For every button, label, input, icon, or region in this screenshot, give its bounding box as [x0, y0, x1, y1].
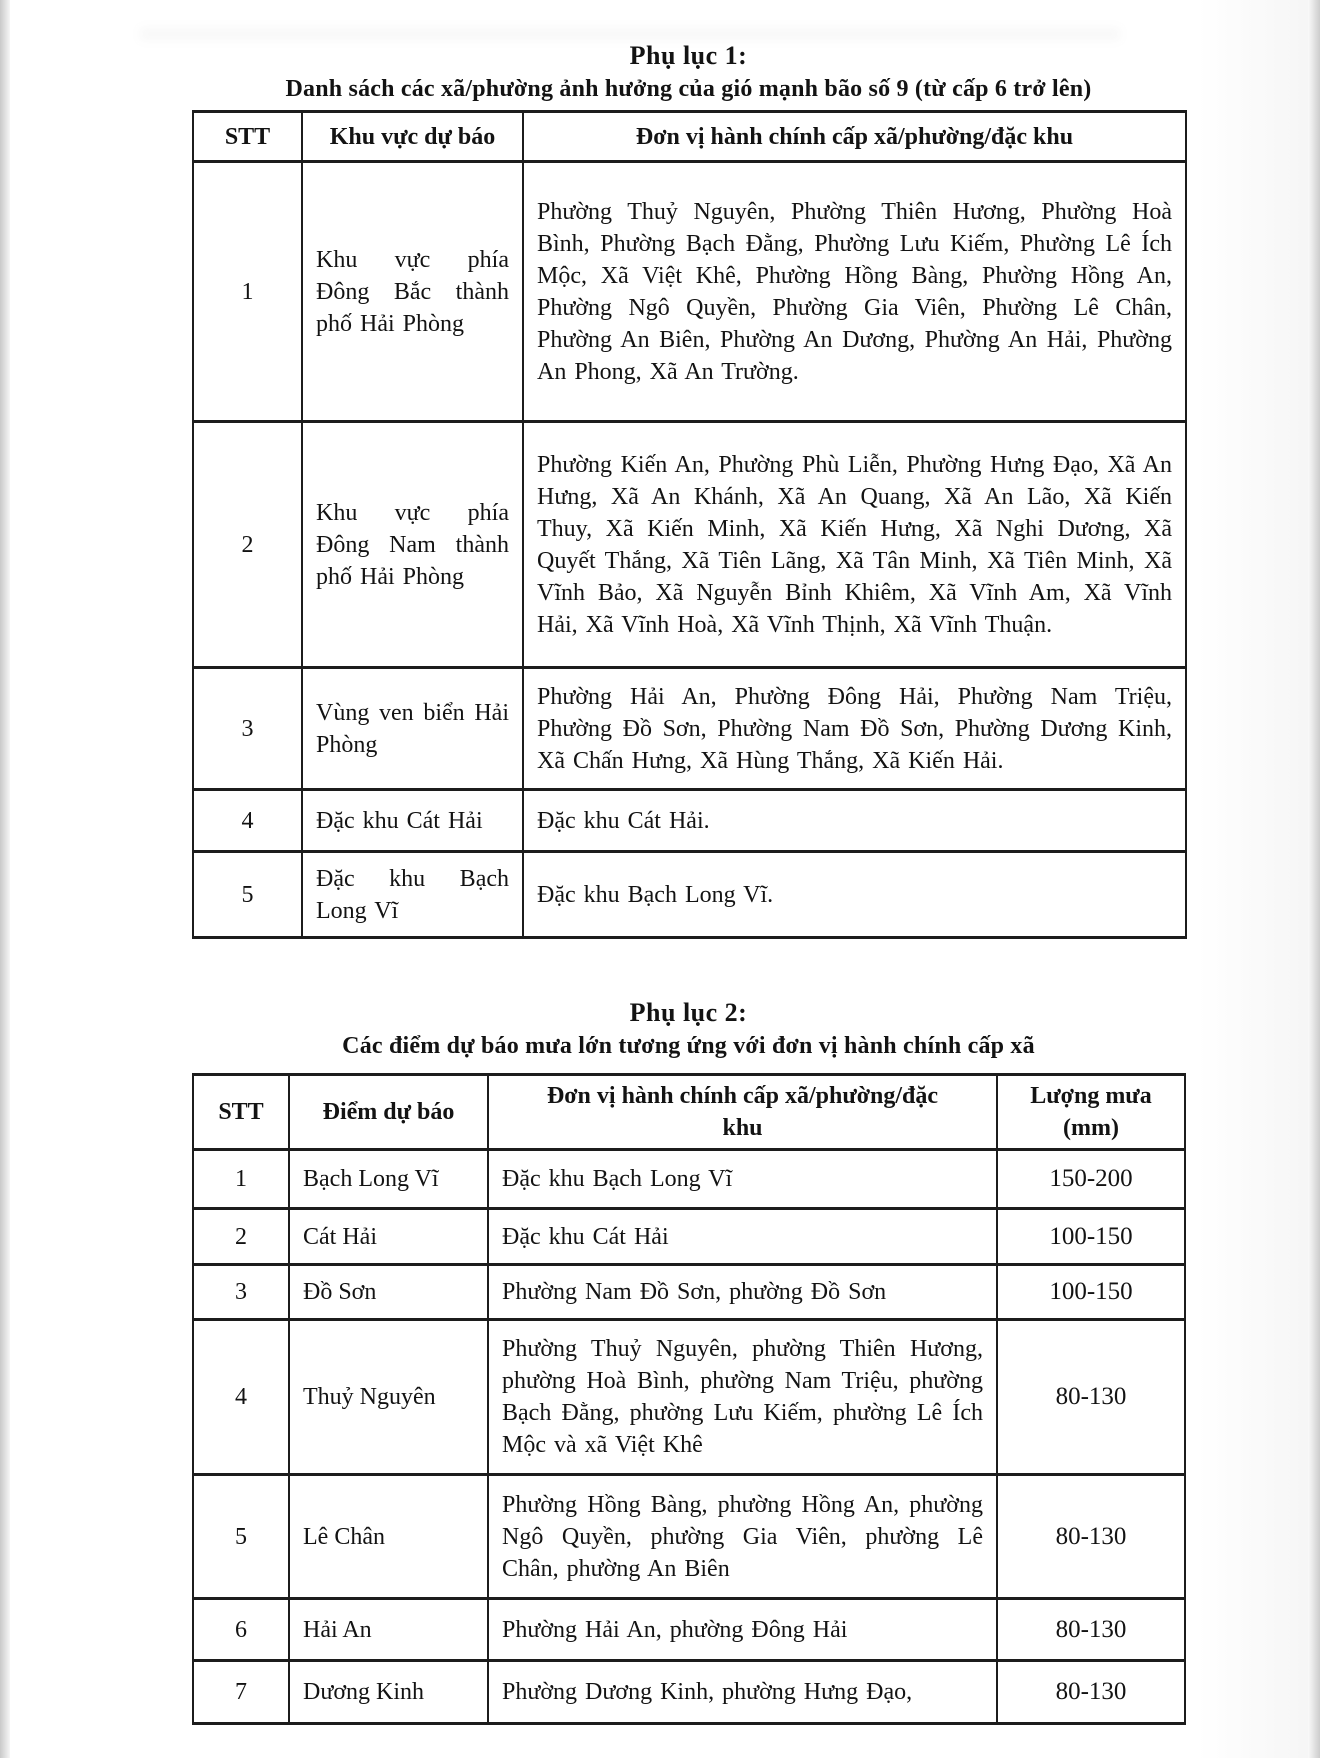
- forecast-area-cell: Vùng ven biển Hải Phòng: [302, 668, 523, 790]
- admin-units-cell: Phường Kiến An, Phường Phù Liễn, Phường Hưng Đạo, Xã An Hưng, Xã An Khánh, Xã An Quang, Xã An Lão, Xã Kiến Thuy, Xã Kiến Minh, Xã Kiến Hưng, Xã Nghi Dương, Xã Quyết Thắng, Xã Tiên Lãng, Xã Tân Minh, Xã Tiên Minh, Xã Vĩnh Bảo, Xã Nguyễn Bỉnh Khiêm, Xã Vĩnh Am, Xã Vĩnh Hải, Xã Vĩnh Hoà, Xã Vĩnh Thịnh, Xã Vĩnh Thuận.: [523, 422, 1186, 668]
- table-row: [193, 1661, 1185, 1724]
- table-row: [193, 1599, 1185, 1661]
- table-row: [193, 162, 1186, 422]
- admin-units-cell: Phường Nam Đồ Sơn, phường Đồ Sơn: [488, 1265, 997, 1320]
- table-row: [193, 1150, 1185, 1209]
- appendix2-subtitle: Các điểm dự báo mưa lớn tương ứng với đơn vị hành chính cấp xã: [342, 1033, 1035, 1059]
- scan-edge-right: [1308, 0, 1320, 1758]
- scan-edge-left: [0, 0, 10, 1758]
- admin-units-cell: Đặc khu Bạch Long Vĩ: [488, 1150, 997, 1209]
- rain-point-cell: Đồ Sơn: [289, 1265, 488, 1320]
- appendix1-title: Phụ lục 1:: [629, 41, 748, 70]
- col-header-stt: STT: [193, 112, 302, 162]
- col-header-admin-units: Đơn vị hành chính cấp xã/phường/đặc khu: [488, 1075, 997, 1150]
- col-header-forecast-point: Điểm dự báo: [289, 1075, 488, 1150]
- stt-cell: 1: [193, 1150, 289, 1209]
- stt-cell: 2: [193, 422, 302, 668]
- appendix1-subtitle: Danh sách các xã/phường ảnh hưởng của gió mạnh bão số 9 (từ cấp 6 trở lên): [285, 76, 1092, 102]
- appendix2-title: Phụ lục 2:: [629, 998, 748, 1027]
- stt-cell: 5: [193, 1475, 289, 1599]
- table-row: [193, 790, 1186, 852]
- stt-cell: 1: [193, 162, 302, 422]
- stt-cell: 5: [193, 852, 302, 938]
- forecast-area-cell: Khu vực phía Đông Nam thành phố Hải Phòng: [302, 422, 523, 668]
- table-row: [193, 1320, 1185, 1475]
- col-header-rainfall: Lượng mưa (mm): [997, 1075, 1185, 1150]
- admin-units-cell: Phường Dương Kinh, phường Hưng Đạo,: [488, 1661, 997, 1724]
- wind-impact-table: [192, 110, 1187, 939]
- rainfall-cell: 100-150: [997, 1265, 1185, 1320]
- admin-units-cell: Đặc khu Cát Hải.: [523, 790, 1186, 852]
- table-row: [193, 668, 1186, 790]
- rainfall-cell: 80-130: [997, 1320, 1185, 1475]
- stt-cell: 4: [193, 790, 302, 852]
- table-row: [193, 1265, 1185, 1320]
- admin-units-cell: Đặc khu Cát Hải: [488, 1209, 997, 1265]
- rain-forecast-table: [192, 1073, 1186, 1725]
- col-header-forecast-area: Khu vực dự báo: [302, 112, 523, 162]
- stt-cell: 3: [193, 1265, 289, 1320]
- rain-point-cell: Thuỷ Nguyên: [289, 1320, 488, 1475]
- rain-point-cell: Cát Hải: [289, 1209, 488, 1265]
- stt-cell: 3: [193, 668, 302, 790]
- table-header-row: [193, 1075, 1185, 1150]
- stt-cell: 6: [193, 1599, 289, 1661]
- col-header-admin-units: Đơn vị hành chính cấp xã/phường/đặc khu: [523, 112, 1186, 162]
- admin-units-cell: Phường Thuỷ Nguyên, Phường Thiên Hương, Phường Hoà Bình, Phường Bạch Đằng, Phường Lưu Kiếm, Phường Lê Ích Mộc, Xã Việt Khê, Phường Hồng Bàng, Phường Hồng An, Phường Ngô Quyền, Phường Gia Viên, Phường Lê Chân, Phường An Biên, Phường An Dương, Phường An Hải, Phường An Phong, Xã An Trường.: [523, 162, 1186, 422]
- rainfall-cell: 150-200: [997, 1150, 1185, 1209]
- forecast-area-cell: Khu vực phía Đông Bắc thành phố Hải Phòng: [302, 162, 523, 422]
- rain-point-cell: Bạch Long Vĩ: [289, 1150, 488, 1209]
- rain-point-cell: Lê Chân: [289, 1475, 488, 1599]
- rainfall-cell: 80-130: [997, 1599, 1185, 1661]
- rainfall-cell: 80-130: [997, 1661, 1185, 1724]
- stt-cell: 2: [193, 1209, 289, 1265]
- table-row: [193, 852, 1186, 938]
- stt-cell: 7: [193, 1661, 289, 1724]
- col-header-stt: STT: [193, 1075, 289, 1150]
- forecast-area-cell: Đặc khu Bạch Long Vĩ: [302, 852, 523, 938]
- rainfall-cell: 80-130: [997, 1475, 1185, 1599]
- rainfall-cell: 100-150: [997, 1209, 1185, 1265]
- admin-units-cell: Phường Hồng Bàng, phường Hồng An, phường Ngô Quyền, phường Gia Viên, phường Lê Chân, phường An Biên: [488, 1475, 997, 1599]
- admin-units-cell: Đặc khu Bạch Long Vĩ.: [523, 852, 1186, 938]
- admin-units-cell: Phường Hải An, phường Đông Hải: [488, 1599, 997, 1661]
- scan-shadow-right: [1198, 0, 1308, 1758]
- table-row: [193, 422, 1186, 668]
- rain-point-cell: Dương Kinh: [289, 1661, 488, 1724]
- admin-units-cell: Phường Thuỷ Nguyên, phường Thiên Hương, phường Hoà Bình, phường Nam Triệu, phường Bạch Đằng, phường Lưu Kiếm, phường Lê Ích Mộc và xã Việt Khê: [488, 1320, 997, 1475]
- admin-units-cell: Phường Hải An, Phường Đông Hải, Phường Nam Triệu, Phường Đồ Sơn, Phường Nam Đồ Sơn, Phường Dương Kinh, Xã Chấn Hưng, Xã Hùng Thắng, Xã Kiến Hải.: [523, 668, 1186, 790]
- scan-smudge: [140, 28, 1120, 40]
- table-header-row: [193, 112, 1186, 162]
- forecast-area-cell: Đặc khu Cát Hải: [302, 790, 523, 852]
- table-row: [193, 1475, 1185, 1599]
- document-page: [192, 40, 1185, 1725]
- stt-cell: 4: [193, 1320, 289, 1475]
- table-row: [193, 1209, 1185, 1265]
- rain-point-cell: Hải An: [289, 1599, 488, 1661]
